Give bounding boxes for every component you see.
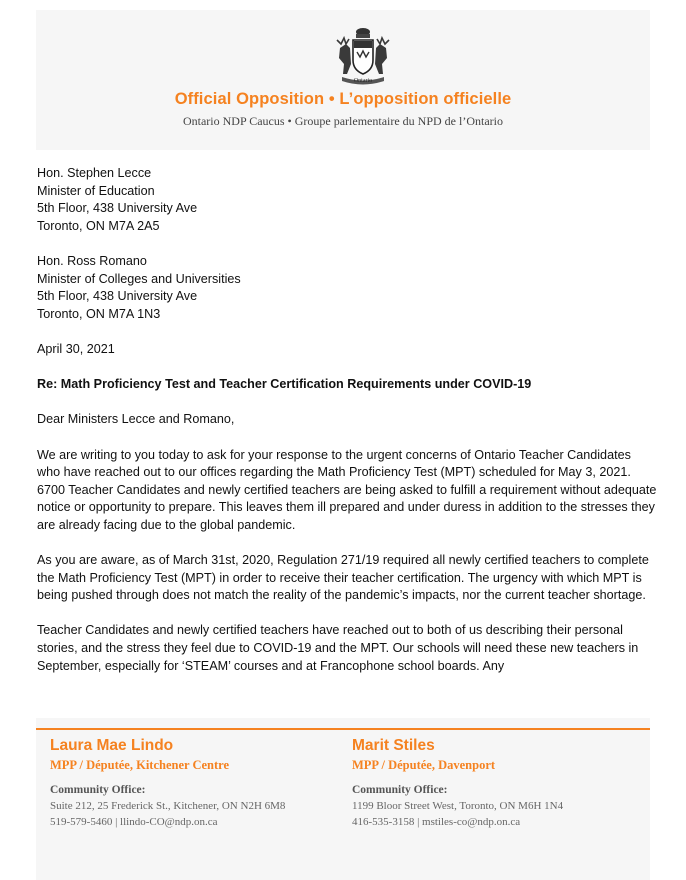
recipient-address-block [37,253,657,323]
letter-salutation: Dear Ministers Lecce and Romano, [37,412,235,427]
recipient-city: Toronto, ON M7A 1N3 [37,306,161,321]
recipient-title: Minister of Colleges and Universities [37,271,241,286]
mpp-role: MPP / Députée, Kitchener Centre [50,758,230,772]
community-office-label: Community Office: [352,784,448,796]
letter-paragraph: We are writing to you today to ask for your response to the urgent concerns of Ontario Teacher Candidates who have reached out to our offices regarding the Math Proficiency Test (MPT) scheduled for May 3, 2021. 6700 Teacher Candidates and newly certified teachers are being asked to fulfill a requirement without adequate notice or opportunity to prepare. This leaves them ill prepared and under duress in addition to the stresses they are already facing due to the global pandemic. [37,447,657,532]
letterhead [36,10,650,150]
community-office-label: Community Office: [50,784,146,796]
recipient-name: Hon. Stephen Lecce [37,166,152,180]
letter-paragraph: Teacher Candidates and newly certified teachers have reached out to both of us describing their personal stories, and the stress they feel due to COVID-19 and the MPT. Our schools will need these new teachers in September, especially for ‘STEAM’ courses and at Francophone school boards. Any [37,623,639,673]
letter-body [37,165,657,675]
recipient-street: 5th Floor, 438 University Ave [37,289,198,304]
letter-footer [36,718,650,880]
recipient-city: Toronto, ON M7A 2A5 [37,218,160,233]
mpp-role: MPP / Députée, Davenport [352,758,496,772]
office-address: 1199 Bloor Street West, Toronto, ON M6H 1N4 [352,800,564,812]
letter-subject: Re: Math Proficiency Test and Teacher Certification Requirements under COVID-19 [37,377,532,392]
office-contact: 519-579-5460 | llindo-CO@ndp.on.ca [50,816,218,828]
mpp-name: Laura Mae Lindo [50,737,174,754]
letterhead-title: Official Opposition • L’opposition officielle [174,90,512,108]
letterhead-subtitle: Ontario NDP Caucus • Groupe parlementaire du NPD de l’Ontario [182,114,503,128]
recipient-address-block [37,165,657,235]
office-contact: 416-535-3158 | mstiles-co@ndp.on.ca [352,816,521,828]
recipient-street: 5th Floor, 438 University Ave [37,201,198,216]
footer-divider [36,728,650,730]
mpp-contact-left [50,736,350,830]
office-address: Suite 212, 25 Frederick St., Kitchener, ON N2H 6M8 [50,800,286,812]
mpp-name: Marit Stiles [352,737,435,754]
crest-label: Ontario [353,78,373,84]
recipient-name: Hon. Ross Romano [37,253,147,268]
letter-paragraph: As you are aware, as of March 31st, 2020, Regulation 271/19 required all newly certified teachers to complete the Math Proficiency Test (MPT) in order to receive their teacher certification. The urgency with which MPT is being pushed through does not match the reality of the pandemic’s impacts, nor the current teacher shortage. [37,553,649,603]
recipient-title: Minister of Education [37,183,155,198]
mpp-contact-right [352,736,652,830]
letter-date: April 30, 2021 [37,341,115,356]
